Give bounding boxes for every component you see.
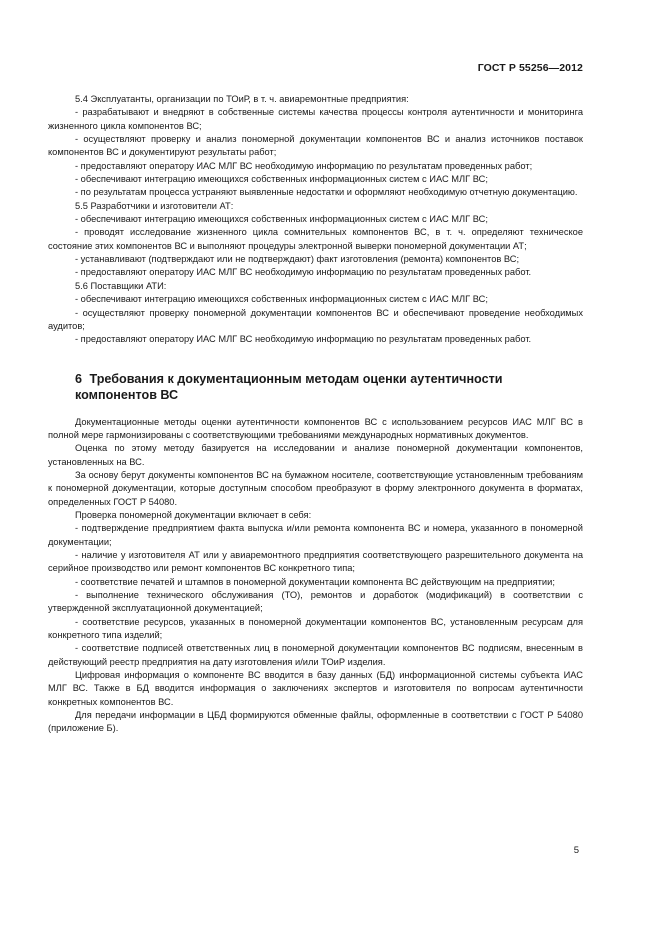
list-item: - устанавливают (подтверждают или не подтверждают) факт изготовления (ремонта) компонентов ВС; [75, 254, 520, 265]
list-item: - обеспечивают интеграцию имеющихся собственных информационных систем с ИАС МЛГ ВС; [75, 294, 488, 305]
list-item: - предоставляют оператору ИАС МЛГ ВС необходимую информацию по результатам проведенных работ. [75, 267, 532, 278]
list-item: - соответствие печатей и штампов в пономерной документации компонента ВС действующим на предприятии; [75, 576, 555, 587]
section-number: 6 [75, 371, 83, 386]
list-item: - предоставляют оператору ИАС МЛГ ВС необходимую информацию по результатам проведенных работ; [75, 160, 533, 171]
list-item: - осуществляют проверку и анализ пономерной документации компонентов ВС и анализ источников поставок компонентов ВС и документируют результаты работ; [48, 134, 583, 158]
list-item: - подтверждение предприятием факта выпуска и/или ремонта компонента ВС и номера, указанного в пономерной документации; [48, 523, 583, 547]
paragraph: Проверка пономерной документации включает в себя: [75, 509, 312, 520]
section-title: Требования к документационным методам оценки аутентичности компонентов ВС [75, 371, 503, 403]
standard-designation: ГОСТ Р 55256—2012 [477, 62, 583, 74]
list-item: - выполнение технического обслуживания (ТО), ремонтов и доработок (модификаций) в соответствии с утвержденной эксплуатационной документацией; [48, 590, 583, 614]
paragraph: За основу берут документы компонентов ВС на бумажном носителе, соответствующие установленным требованиям к пономерной документации, которые доступным способом преобразуют в форму электронного документа в форматах, определенных ГОСТ Р 54080. [48, 469, 583, 507]
list-item: - обеспечивают интеграцию имеющихся собственных информационных систем с ИАС МЛГ ВС; [75, 214, 488, 225]
section-6-heading [48, 371, 583, 404]
list-item: - по результатам процесса устраняют выявленные недостатки и оформляют необходимую отчетную документацию. [75, 187, 578, 198]
list-item: - обеспечивают интеграцию имеющихся собственных информационных систем с ИАС МЛГ ВС; [75, 174, 488, 185]
list-item: - соответствие подписей ответственных лиц в пономерной документации компонентов ВС подписям, внесенным в действующий реестр предприятия на дату изготовления и/или ТОиР изделия. [48, 643, 583, 667]
list-item: - разрабатывают и внедряют в собственные системы качества процессы контроля аутентичности и мониторинга жизненного цикла компонентов ВС; [48, 107, 583, 131]
page-number: 5 [573, 845, 579, 856]
list-item: - наличие у изготовителя АТ или у авиаремонтного предприятия соответствующего разрешительного документа на серийное производство или ремонт компонентов ВС конкретного типа; [48, 549, 583, 574]
list-item: - осуществляют проверку пономерной документации компонентов ВС и обеспечивают проведение необходимых аудитов; [48, 307, 583, 331]
paragraph: Документационные методы оценки аутентичности компонентов ВС с использованием ресурсов ИАС МЛГ ВС в полной мере гармонизированы с соответствующими требованиями международных нормативных документов. [48, 416, 583, 440]
list-item: - соответствие ресурсов, указанных в пономерной документации компонентов ВС, установленным ресурсам для конкретного типа изделий; [48, 616, 583, 641]
paragraph: Цифровая информация о компоненте ВС вводится в базу данных (БД) информационной системы субъекта ИАС МЛГ ВС. Также в БД вводится информация о заключениях экспертов и изготовителя по вопросам аутентичности конкретных компонентов ВС. [48, 670, 583, 707]
list-item: - проводят исследование жизненного цикла сомнительных компонентов ВС, в т. ч. определяют техническое состояние этих компонентов ВС и выполняют процедуры электронной выверки пономерной документации АТ; [48, 227, 583, 251]
list-item: - предоставляют оператору ИАС МЛГ ВС необходимую информацию по результатам проведенных работ. [75, 334, 532, 345]
clause-5-5: 5.5 Разработчики и изготовители АТ: [75, 200, 234, 211]
paragraph: Для передачи информации в ЦБД формируются обменные файлы, оформленные в соответствии с ГОСТ Р 54080 (приложение Б). [48, 710, 583, 734]
clause-5-6: 5.6 Поставщики АТИ: [75, 280, 167, 291]
clause-5-4: 5.4 Эксплуатанты, организации по ТОиР, в т. ч. авиаремонтные предприятия: [75, 94, 409, 104]
paragraph: Оценка по этому методу базируется на исследовании и анализе пономерной документации компонентов, установленных на ВС. [48, 443, 583, 467]
body-text [48, 93, 583, 736]
